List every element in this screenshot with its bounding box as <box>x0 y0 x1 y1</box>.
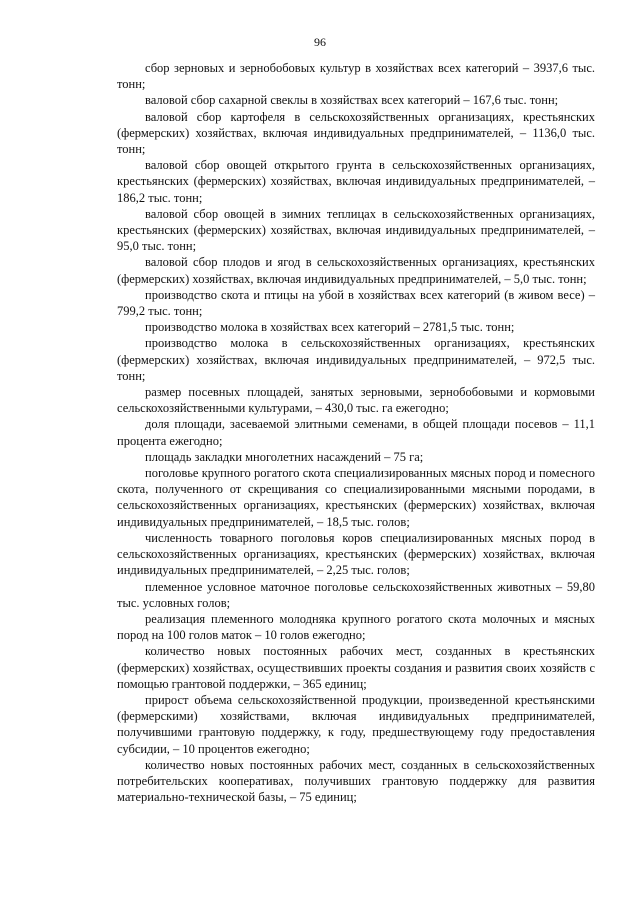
document-body <box>117 60 595 805</box>
paragraph-livestock-slaughter: производство скота и птицы на убой в хозяйствах всех категорий (в живом весе) – 799,2 тыс. тонн; <box>117 287 595 319</box>
paragraph-perennial-plantings: площадь закладки многолетних насаждений – 75 га; <box>145 449 424 464</box>
paragraph-sown-area: размер посевных площадей, занятых зерновыми, зернобобовыми и кормовыми сельскохозяйственными культурами, – 430,0 тыс. га ежегодно; <box>117 385 595 416</box>
paragraph-sugar-beet: валовой сбор сахарной свеклы в хозяйствах всех категорий – 167,6 тыс. тонн; <box>145 93 559 108</box>
paragraph-new-jobs-cooperatives: количество новых постоянных рабочих мест, созданных в сельскохозяйственных потребительских кооперативах, получивших грантовую поддержку для развития материально-технической базы, – 75 единиц; <box>117 757 595 805</box>
paragraph-potato: валовой сбор картофеля в сельскохозяйственных организациях, крестьянских (фермерских) хозяйствах, включая индивидуальных предпринимателей, – 1136,0 тыс. тонн; <box>117 109 595 157</box>
paragraph-milk-organizations: производство молока в сельскохозяйственных организациях, крестьянских (фермерских) хозяйствах, включая индивидуальных предпринимателей, – 972,5 тыс. тонн; <box>117 336 595 383</box>
paragraph-fruits-berries: валовой сбор плодов и ягод в сельскохозяйственных организациях, крестьянских (фермерских) хозяйствах, включая индивидуальных предпринимателей, – 5,0 тыс. тонн; <box>117 255 595 286</box>
paragraph-milk-all: производство молока в хозяйствах всех категорий – 2781,5 тыс. тонн; <box>145 320 515 335</box>
paragraph-beef-cattle: поголовье крупного рогатого скота специализированных мясных пород и помесного скота, полученного от скрещивания со специализированными мясными породами, в сельскохозяйственных организациях, крестьянских (фермерских) хозяйствах, включая индивидуальных предпринимателей, – 18,5 тыс. голов; <box>117 466 595 529</box>
page-number: 96 <box>314 35 326 49</box>
paragraph-grain-harvest: сбор зерновых и зернобобовых культур в хозяйствах всех категорий – 3937,6 тыс. тонн; <box>117 61 595 92</box>
paragraph-greenhouse-vegetables: валовой сбор овощей в зимних теплицах в сельскохозяйственных организациях, крестьянских (фермерских) хозяйствах, включая индивидуальных предпринимателей, – 95,0 тыс. тонн; <box>117 206 595 254</box>
paragraph-breeding-stock: племенное условное маточное поголовье сельскохозяйственных животных – 59,80 тыс. условных голов; <box>117 579 595 610</box>
paragraph-open-ground-vegetables: валовой сбор овощей открытого грунта в сельскохозяйственных организациях, крестьянских (фермерских) хозяйствах, включая индивидуальных предпринимателей, – 186,2 тыс. тонн; <box>117 158 595 205</box>
paragraph-beef-cows: численность товарного поголовья коров специализированных мясных пород в сельскохозяйственных организациях, крестьянских (фермерских) хозяйствах, включая индивидуальных предпринимателей, – 2,25 тыс. голов; <box>117 530 595 578</box>
paragraph-elite-seeds: доля площади, засеваемой элитными семенами, в общей площади посевов – 11,1 процента ежегодно; <box>117 417 595 448</box>
paragraph-breeding-youngstock: реализация племенного молодняка крупного рогатого скота молочных и мясных пород на 100 голов маток – 10 голов ежегодно; <box>117 611 595 643</box>
paragraph-production-growth: прирост объема сельскохозяйственной продукции, произведенной крестьянскими (фермерскими) хозяйствами, включая индивидуальных предпринимателей, получившими грантовую поддержку, к году, предшествующему году предоставления субсидии, – 10 процентов ежегодно; <box>117 692 595 756</box>
paragraph-new-jobs-farms: количество новых постоянных рабочих мест, созданных в крестьянских (фермерских) хозяйствах, осуществивших проекты создания и развития своих хозяйств с помощью грантовой поддержки, – 365 единиц; <box>117 644 595 691</box>
